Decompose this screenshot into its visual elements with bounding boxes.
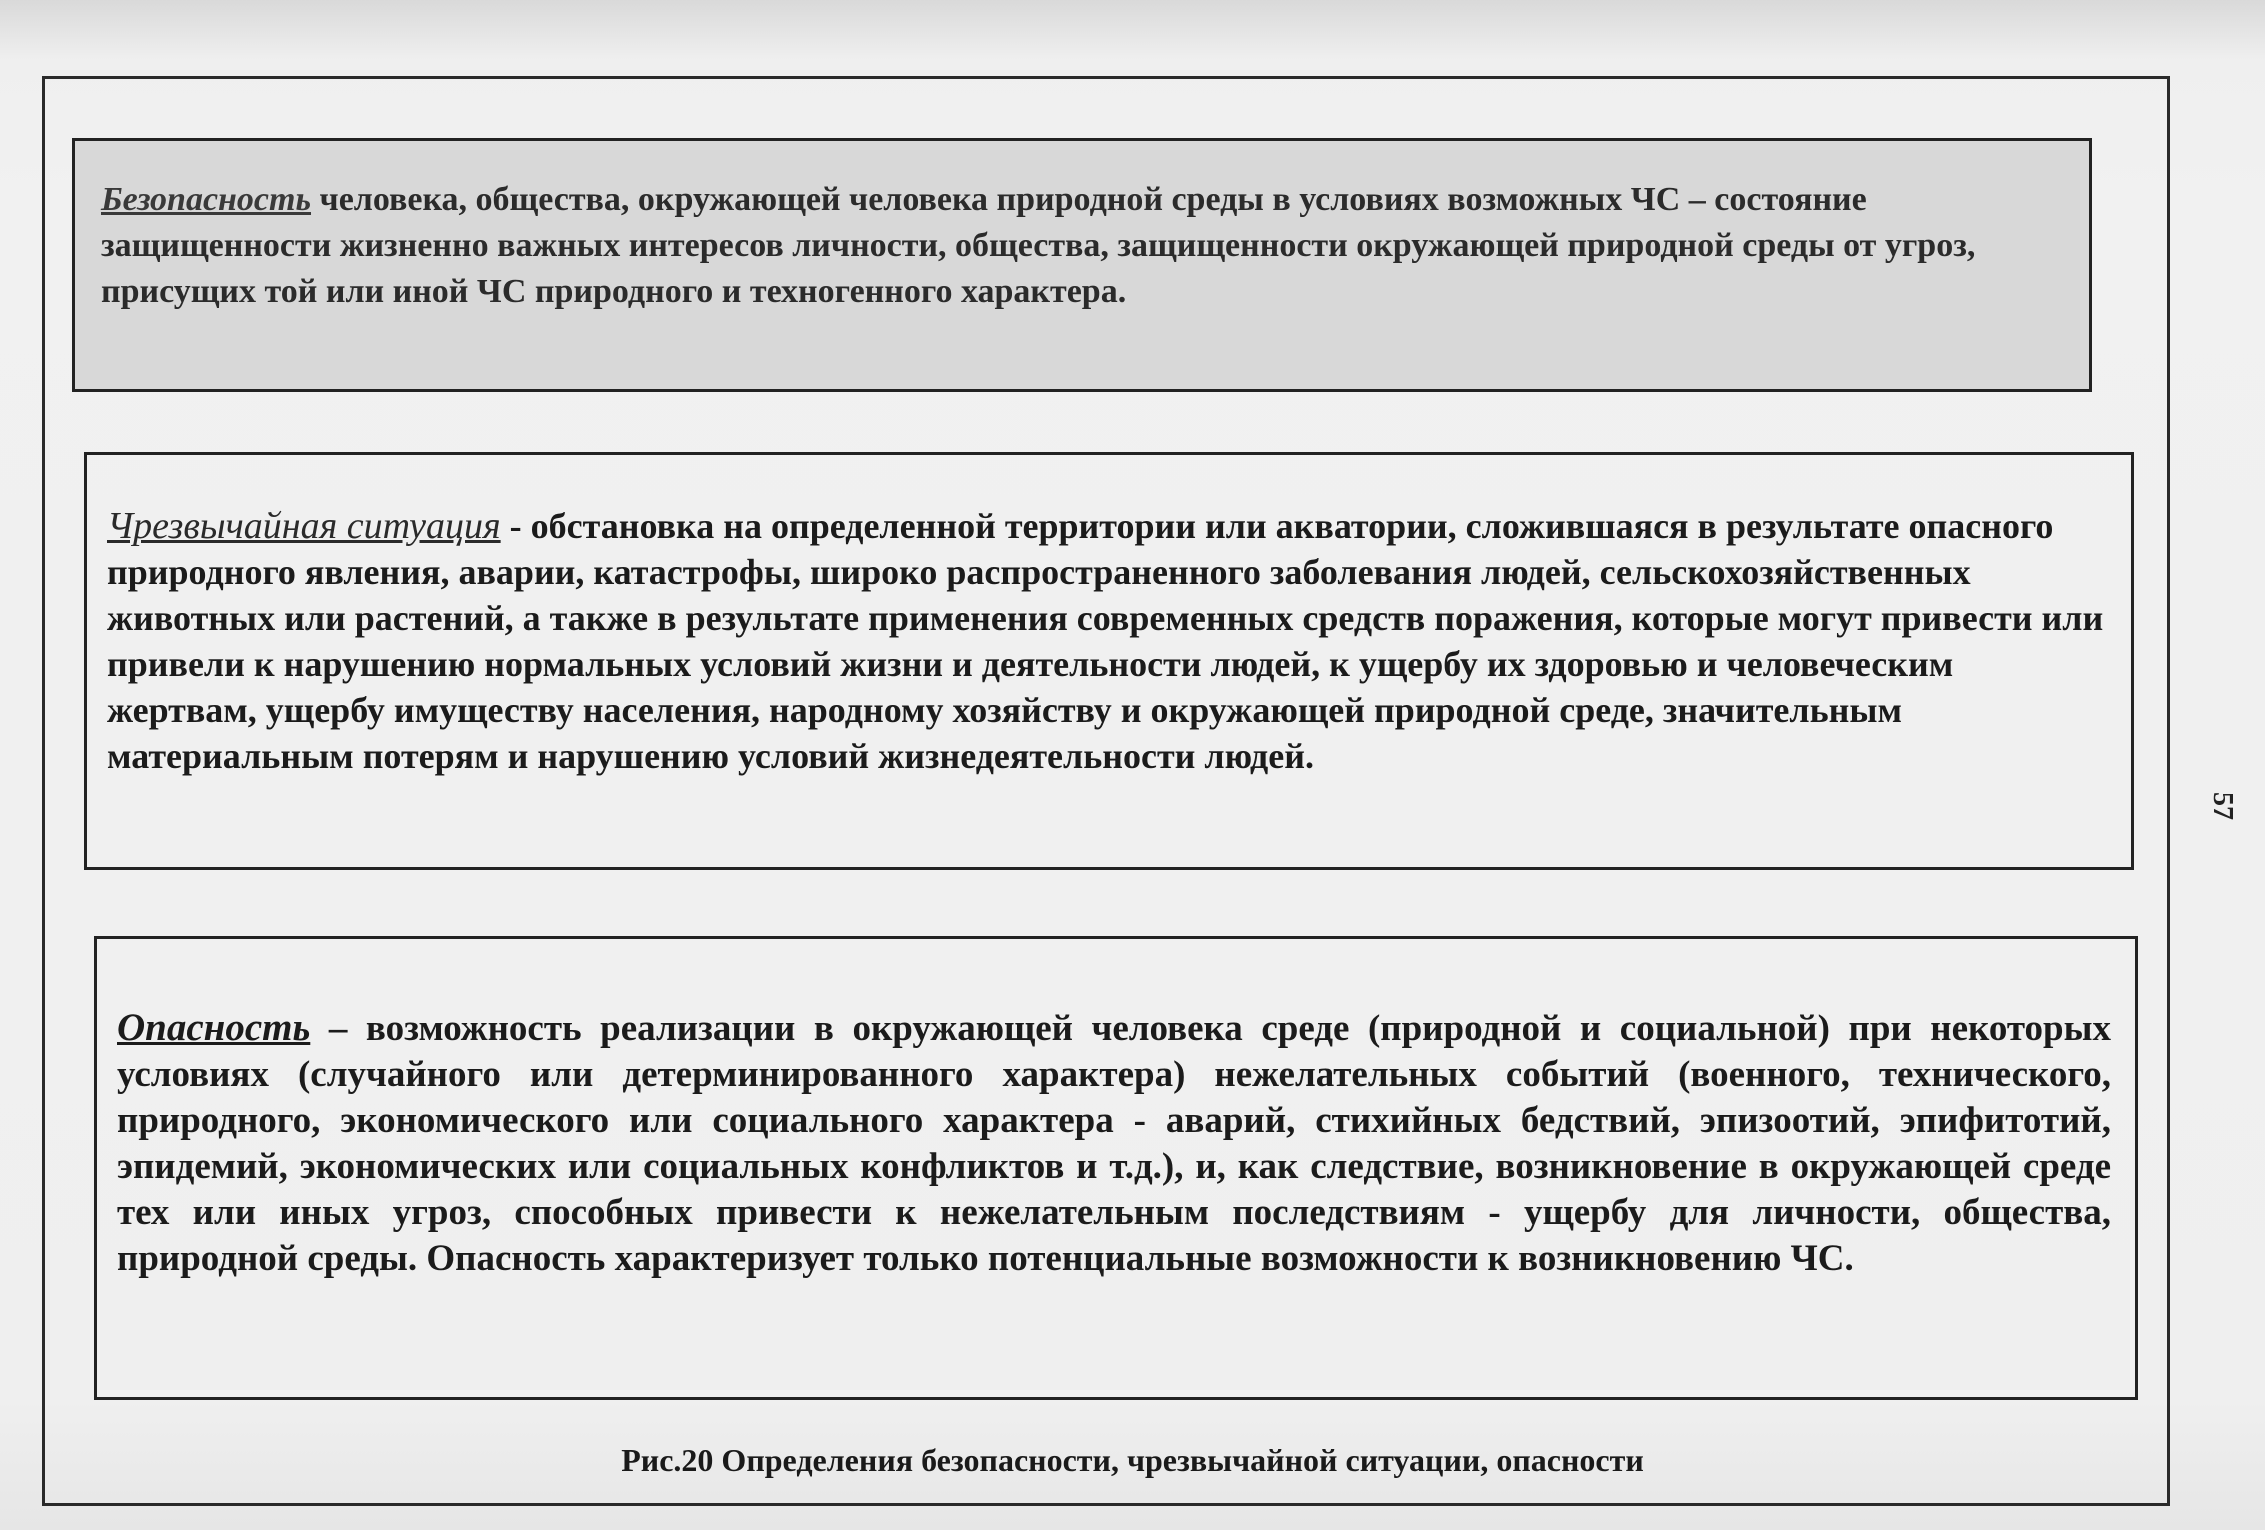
definition-emergency [107,503,2111,779]
definition-box-danger [94,936,2138,1400]
separator-danger: – [310,1008,366,1049]
term-danger: Опасность [117,1006,311,1049]
definition-safety-body: человека, общества, окружающей человека природной среды в условиях возможных ЧС – состояние защищенности жизненно важных интересов личности, общества, защищенности окружающей природной среды от угроз, присущих той или иной ЧС природного и техногенного характера. [101,181,1976,310]
figure-caption: Рис.20 Определения безопасности, чрезвычайной ситуации, опасности [621,1442,1644,1478]
definition-danger-body: возможность реализации в окружающей человека среде (природной и социальной) при некоторых условиях (случайного или детерминированного характера) нежелательных событий (военного, технического, природного, экономического или социального характера - аварий, стихийных бедствий, эпизоотий, эпифитотий, эпидемий, экономических или социальных конфликтов и т.д.), и, как следствие, возникновение в окружающей среде тех или иных угроз, способных привести к нежелательным последствиям - ущербу для личности, общества, природной среды. Опасность характеризует только потенциальные возможности к возникновению ЧС. [117,1008,2111,1279]
term-safety: Безопасность [101,181,312,218]
definition-danger [117,1005,2111,1282]
separator-emergency: - [500,506,531,546]
definition-box-safety [72,138,2092,392]
definition-box-emergency [84,452,2134,870]
definition-emergency-body: обстановка на определенной территории или акватории, сложившаяся в результате опасного природного явления, аварии, катастрофы, широко распространенного заболевания людей, сельскохозяйственных животных или растений, а также в результате применения современных средств поражения, которые могут привести или привели к нарушению нормальных условий жизни и деятельности людей, к ущербу их здоровью и человеческим жертвам, ущербу имуществу населения, народному хозяйству и окружающей природной среде, значительным материальным потерям и нарушению условий жизнедеятельности людей. [107,506,2104,776]
page-number: 57 [2207,792,2238,820]
term-emergency: Чрезвычайная ситуация [107,505,501,547]
definition-safety [101,177,2063,315]
